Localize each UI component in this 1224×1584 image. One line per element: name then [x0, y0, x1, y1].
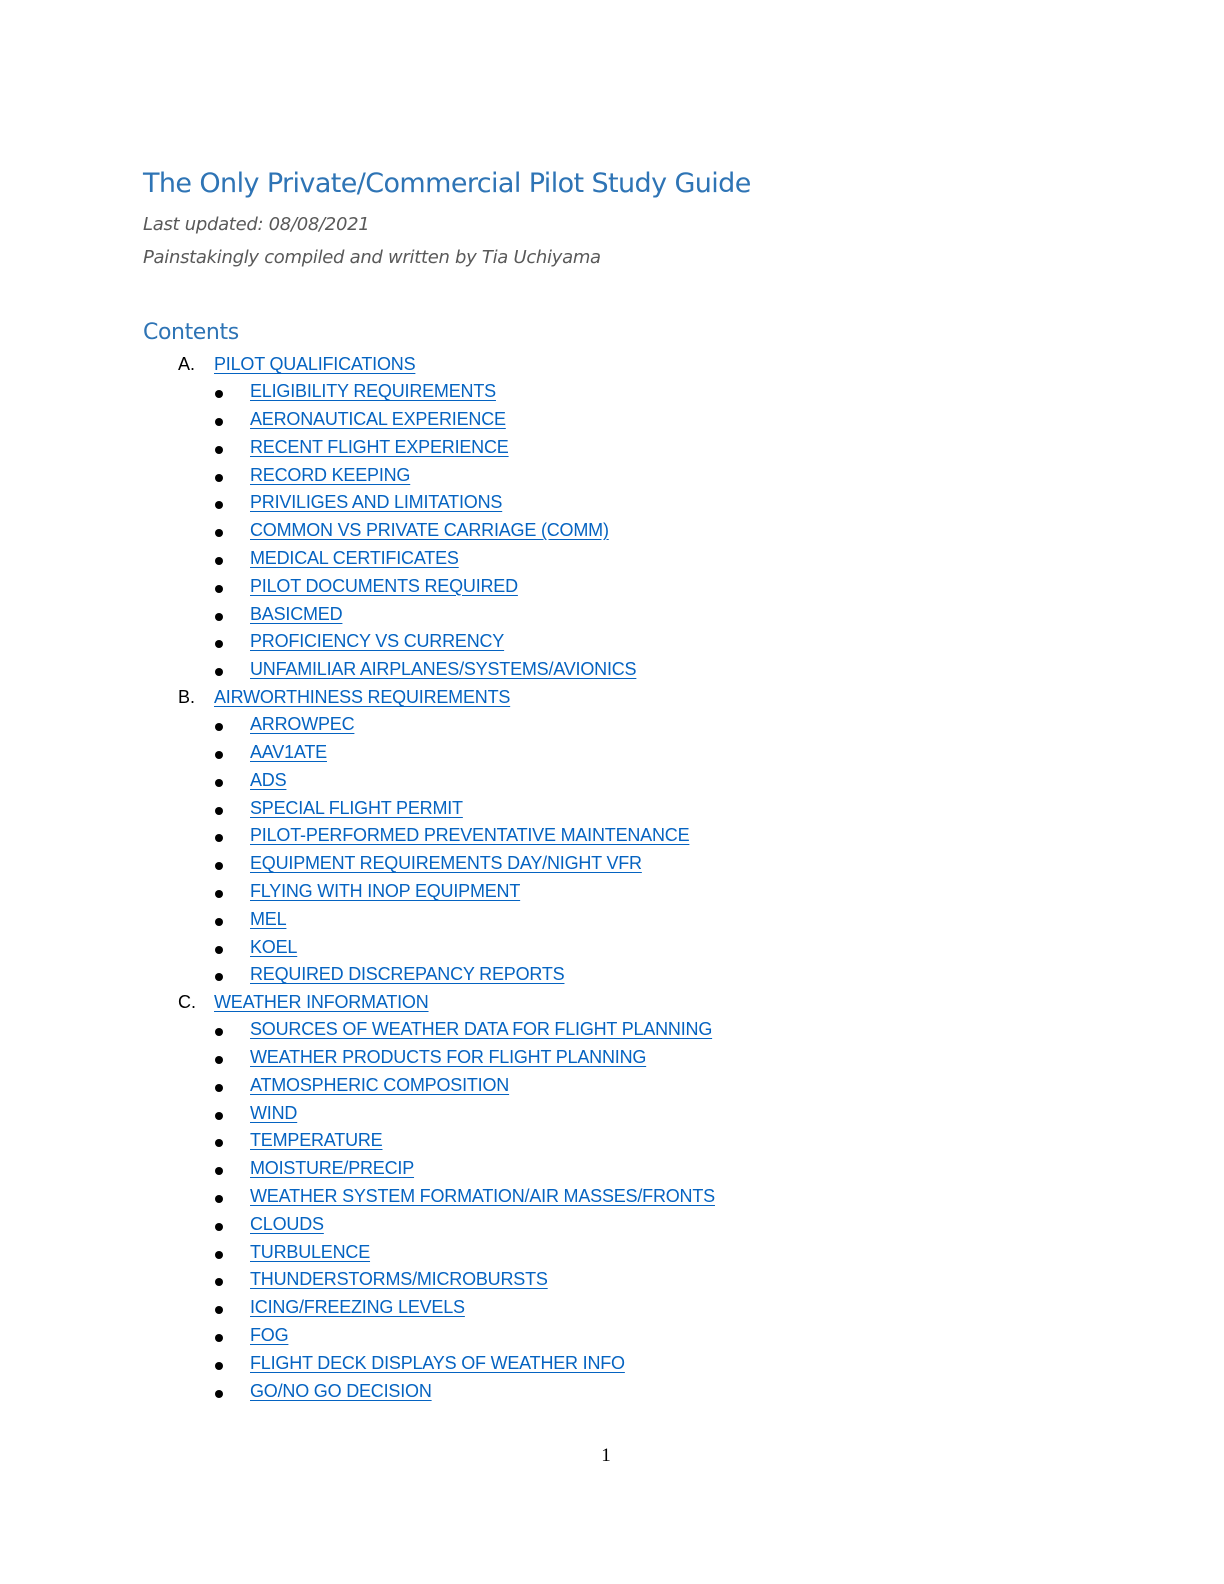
toc-item	[0, 573, 1224, 601]
toc-item-link[interactable]: EQUIPMENT REQUIREMENTS DAY/NIGHT VFR	[250, 853, 642, 874]
toc-item-link[interactable]: ADS	[250, 769, 287, 790]
toc-item-link[interactable]: ATMOSPHERIC COMPOSITION	[250, 1074, 510, 1095]
toc-item	[0, 795, 1224, 823]
bullet-icon	[215, 585, 223, 593]
toc-item	[0, 462, 1224, 490]
toc-item-link[interactable]: ELIGIBILITY REQUIREMENTS	[250, 381, 496, 402]
bullet-icon	[215, 1139, 223, 1147]
bullet-icon	[215, 1028, 223, 1036]
bullet-icon	[215, 973, 223, 981]
toc-item-link[interactable]: REQUIRED DISCREPANCY REPORTS	[250, 964, 565, 985]
toc-item-link[interactable]: PRIVILIGES AND LIMITATIONS	[250, 492, 503, 513]
toc-item	[0, 601, 1224, 629]
toc-item-link[interactable]: MEDICAL CERTIFICATES	[250, 547, 459, 568]
toc-item	[0, 517, 1224, 545]
toc-item-link[interactable]: AAV1ATE	[250, 741, 327, 762]
toc-item	[0, 489, 1224, 517]
toc-item-link[interactable]: COMMON VS PRIVATE CARRIAGE (COMM)	[250, 520, 609, 541]
toc-item	[0, 1350, 1224, 1378]
bullet-icon	[215, 1362, 223, 1370]
bullet-icon	[215, 807, 223, 815]
toc-item	[0, 906, 1224, 934]
toc-item	[0, 739, 1224, 767]
toc-section-row	[0, 351, 1224, 378]
toc-item-link[interactable]: FLIGHT DECK DISPLAYS OF WEATHER INFO	[250, 1352, 625, 1373]
toc-item-link[interactable]: FOG	[250, 1325, 289, 1346]
toc-item	[0, 1322, 1224, 1350]
toc-item	[0, 545, 1224, 573]
bullet-icon	[215, 640, 223, 648]
toc-item-link[interactable]: ICING/FREEZING LEVELS	[250, 1297, 465, 1318]
toc-item-link[interactable]: WIND	[250, 1102, 298, 1123]
bullet-icon	[215, 779, 223, 787]
toc-item	[0, 934, 1224, 962]
toc-section-row	[0, 989, 1224, 1016]
toc-item	[0, 850, 1224, 878]
section-letter: B.	[178, 686, 196, 707]
toc-item	[0, 628, 1224, 656]
bullet-icon	[215, 1112, 223, 1120]
toc-section-link[interactable]: PILOT QUALIFICATIONS	[214, 354, 416, 374]
toc-item	[0, 711, 1224, 739]
toc-item	[0, 434, 1224, 462]
toc-item-link[interactable]: BASICMED	[250, 603, 343, 624]
toc-item-link[interactable]: GO/NO GO DECISION	[250, 1380, 432, 1401]
toc-item-link[interactable]: MEL	[250, 908, 287, 929]
toc-item-link[interactable]: TEMPERATURE	[250, 1130, 383, 1151]
bullet-icon	[215, 1251, 223, 1259]
bullet-icon	[215, 1084, 223, 1092]
document-title: The Only Private/Commercial Pilot Study Guide	[143, 168, 751, 199]
toc-item	[0, 406, 1224, 434]
bullet-icon	[215, 862, 223, 870]
bullet-icon	[215, 557, 223, 565]
toc-item-link[interactable]: WEATHER PRODUCTS FOR FLIGHT PLANNING	[250, 1047, 647, 1068]
toc-item-link[interactable]: UNFAMILIAR AIRPLANES/SYSTEMS/AVIONICS	[250, 659, 637, 680]
bullet-icon	[215, 1167, 223, 1175]
toc-item-link[interactable]: SOURCES OF WEATHER DATA FOR FLIGHT PLANNING	[250, 1019, 713, 1040]
toc-item	[0, 822, 1224, 850]
bullet-icon	[215, 1195, 223, 1203]
toc-item	[0, 1211, 1224, 1239]
toc-subsection-list	[0, 378, 1224, 684]
toc-item-link[interactable]: CLOUDS	[250, 1213, 324, 1234]
toc-item	[0, 961, 1224, 989]
bullet-icon	[215, 751, 223, 759]
bullet-icon	[215, 723, 223, 731]
toc-section-link[interactable]: WEATHER INFORMATION	[214, 992, 429, 1013]
bullet-icon	[215, 1056, 223, 1064]
toc-item	[0, 378, 1224, 406]
toc-item	[0, 1378, 1224, 1406]
bullet-icon	[215, 474, 223, 482]
toc-item	[0, 1294, 1224, 1322]
bullet-icon	[215, 668, 223, 676]
toc-item	[0, 767, 1224, 795]
page-number: 1	[601, 1445, 611, 1466]
toc-item	[0, 656, 1224, 684]
toc-item-link[interactable]: ARROWPEC	[250, 714, 355, 735]
toc-item-link[interactable]: AERONAUTICAL EXPERIENCE	[250, 408, 506, 429]
toc-item-link[interactable]: SPECIAL FLIGHT PERMIT	[250, 797, 463, 818]
toc-item-link[interactable]: KOEL	[250, 936, 298, 957]
toc-item-link[interactable]: MOISTURE/PRECIP	[250, 1158, 415, 1179]
toc-item	[0, 1266, 1224, 1294]
toc-section	[0, 684, 1224, 989]
bullet-icon	[215, 1334, 223, 1342]
toc-item-link[interactable]: RECORD KEEPING	[250, 464, 411, 485]
bullet-icon	[215, 834, 223, 842]
toc-section-link[interactable]: AIRWORTHINESS REQUIREMENTS	[214, 686, 511, 707]
table-of-contents	[0, 351, 1224, 1405]
toc-item	[0, 1072, 1224, 1100]
contents-heading: Contents	[143, 320, 239, 345]
toc-item-link[interactable]: THUNDERSTORMS/MICROBURSTS	[250, 1269, 548, 1290]
section-letter: C.	[178, 992, 196, 1013]
section-letter: A.	[178, 354, 196, 374]
toc-section	[0, 351, 1224, 684]
toc-item	[0, 1239, 1224, 1267]
bullet-icon	[215, 890, 223, 898]
bullet-icon	[215, 1390, 223, 1398]
toc-item-link[interactable]: TURBULENCE	[250, 1241, 371, 1262]
toc-item-link[interactable]: FLYING WITH INOP EQUIPMENT	[250, 880, 521, 901]
toc-item	[0, 878, 1224, 906]
toc-subsection-list	[0, 711, 1224, 989]
bullet-icon	[215, 418, 223, 426]
bullet-icon	[215, 946, 223, 954]
last-updated-line: Last updated: 08/08/2021	[143, 214, 370, 235]
toc-item-link[interactable]: WEATHER SYSTEM FORMATION/AIR MASSES/FRONTS	[250, 1186, 715, 1207]
bullet-icon	[215, 918, 223, 926]
bullet-icon	[215, 501, 223, 509]
toc-item	[0, 1183, 1224, 1211]
toc-subsection-list	[0, 1016, 1224, 1405]
toc-item-link[interactable]: PILOT DOCUMENTS REQUIRED	[250, 575, 518, 596]
toc-item-link[interactable]: RECENT FLIGHT EXPERIENCE	[250, 436, 509, 457]
toc-item	[0, 1155, 1224, 1183]
toc-item	[0, 1016, 1224, 1044]
bullet-icon	[215, 1306, 223, 1314]
bullet-icon	[215, 1223, 223, 1231]
toc-item	[0, 1127, 1224, 1155]
toc-item-link[interactable]: PILOT-PERFORMED PREVENTATIVE MAINTENANCE	[250, 825, 690, 846]
toc-item	[0, 1100, 1224, 1128]
bullet-icon	[215, 390, 223, 398]
toc-section-row	[0, 684, 1224, 711]
bullet-icon	[215, 529, 223, 537]
bullet-icon	[215, 613, 223, 621]
toc-item-link[interactable]: PROFICIENCY VS CURRENCY	[250, 631, 505, 652]
toc-item	[0, 1044, 1224, 1072]
bullet-icon	[215, 1278, 223, 1286]
bullet-icon	[215, 446, 223, 454]
author-line: Painstakingly compiled and written by Tia Uchiyama	[143, 247, 601, 268]
toc-section	[0, 989, 1224, 1405]
